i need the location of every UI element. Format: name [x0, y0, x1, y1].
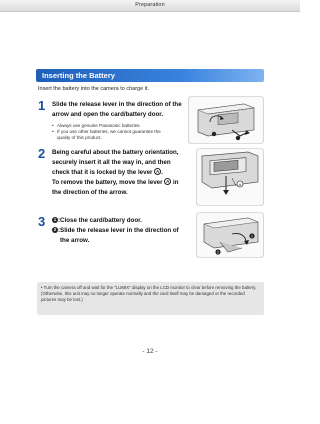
page-number: - 12 - [142, 348, 158, 355]
svg-text:2: 2 [217, 250, 219, 255]
section-header-bar [0, 0, 300, 12]
page-title-bar [36, 69, 264, 82]
page-title: Inserting the Battery [42, 71, 115, 80]
step-2-line-5: the direction of the arrow. [52, 189, 128, 196]
step-2-line-4: To remove the battery, move the lever A in [52, 179, 179, 186]
step-3-text [52, 216, 192, 246]
step-2-number: 2 [38, 146, 46, 161]
step-1-note-1: • Always use genuine Panasonic batteries. [52, 123, 141, 128]
step-1-note-2: • If you use other batteries, we cannot guarantee the [52, 129, 161, 134]
step-1-text [52, 100, 182, 120]
section-title: Preparation [135, 2, 165, 8]
step-3-line-2: 2 :Slide the release lever in the direction of [53, 227, 179, 234]
step-2-line-3: check that it is locked by the lever A . [52, 169, 163, 176]
step-2-text [52, 148, 192, 198]
lever-marker-a-icon: A [166, 179, 170, 184]
step-1-notes [52, 123, 182, 141]
step-2-line-1: Being careful about the battery orientation, [52, 149, 179, 156]
svg-text:A: A [238, 181, 242, 187]
step-3-close-door-illustration [196, 212, 264, 258]
step-3-line-1: 1 :Close the card/battery door. [53, 217, 142, 224]
step-1-line-2: arrow and open the card/battery door. [52, 111, 164, 118]
svg-text:1: 1 [251, 234, 253, 239]
step-3-line-3: the arrow. [60, 237, 90, 244]
caution-note-box [37, 282, 264, 315]
step-marker-2-icon: 2 [53, 227, 57, 232]
step-1-line-1: Slide the release lever in the direction of the [52, 101, 182, 108]
step-1-camera-illustration [188, 96, 264, 144]
caution-note-text: • Turn the camera off and wait for the "LUMIX" display on the LCD monitor to clear before removing the battery. (Otherwise, this unit may no longer operate normally and the card itself may be damaged or the recorded pictures may be lost.) [41, 285, 257, 303]
step-2-battery-illustration [196, 148, 264, 206]
intro-text: Insert the battery into the camera to charge it. [38, 86, 149, 92]
step-1-note-3: quality of this product. [57, 135, 102, 140]
lever-marker-a-icon: A [156, 169, 160, 174]
step-marker-1-icon: 1 [53, 217, 57, 222]
step-3-number: 3 [38, 214, 46, 229]
step-1-number: 1 [38, 98, 46, 113]
step-2-line-2: securely insert it all the way in, and then [52, 159, 171, 166]
